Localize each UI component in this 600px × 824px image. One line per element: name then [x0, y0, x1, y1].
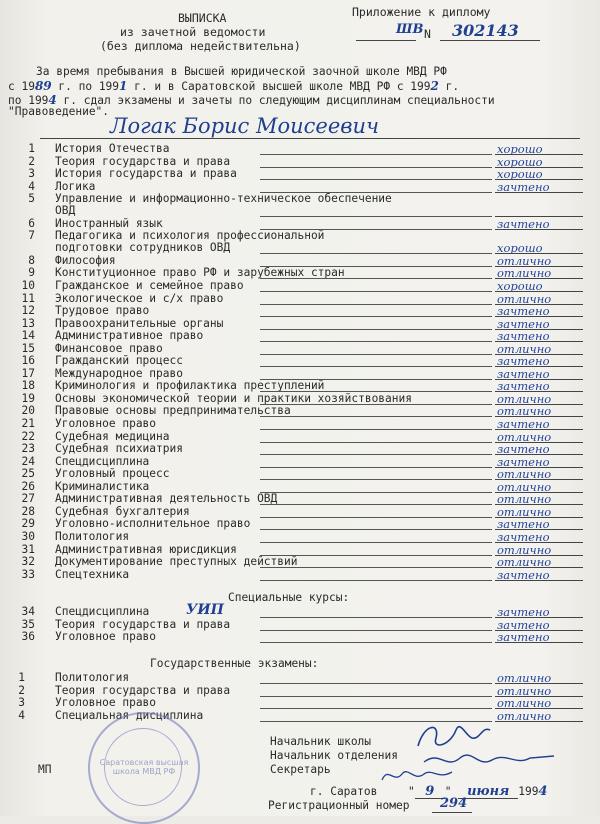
subject-name: Финансовое право: [55, 341, 163, 355]
subject-name: Гражданское и семейное право: [55, 278, 244, 292]
row-number: 3: [28, 167, 35, 181]
subject-name: Административная юрисдикция: [55, 542, 237, 556]
specialty-name: "Правоведение".: [8, 105, 110, 118]
number-sign: N: [424, 27, 431, 41]
subject-name: Основы экономической теории и практики хозяйствования: [55, 391, 412, 405]
subject-name: Международное право: [55, 366, 183, 380]
validity-note: (без диплома недействительна): [100, 39, 301, 53]
intro-line-2-b: г. по 199: [58, 80, 120, 93]
subject-name: Документирование преступных действий: [55, 555, 298, 569]
subject-name: Уголовное право: [55, 630, 157, 643]
subject-name: История государства и права: [55, 167, 237, 181]
date-close-quote: ": [444, 785, 452, 798]
row-number: 26: [21, 479, 35, 493]
row-number: 11: [21, 291, 35, 305]
row-underline: [260, 304, 492, 305]
intro-line-3-b: г. сдал экзамены и зачеты по следующим дисциплинам специальности: [63, 94, 495, 107]
row-underline: [260, 696, 492, 697]
intro-line-2-d: г.: [445, 80, 460, 93]
grade: зачтено: [497, 455, 550, 468]
row-number: 20: [21, 404, 35, 418]
row-number: 2: [28, 154, 35, 168]
date-open-quote: ": [408, 785, 415, 798]
subject-name: Теория государства и права: [55, 683, 231, 697]
subject-name: Спецдисциплина: [55, 605, 150, 618]
year-saratov-start: 2: [430, 79, 439, 93]
row-number: 2: [18, 683, 25, 697]
row-number: 25: [21, 467, 35, 481]
date-month-field: [458, 786, 518, 799]
grade: зачтено: [497, 443, 550, 456]
grade: зачтено: [497, 418, 550, 430]
row-underline: [260, 683, 492, 684]
grade: хорошо: [497, 155, 543, 168]
grade: отлично: [497, 254, 552, 267]
row-number: 7: [28, 229, 35, 243]
grade: хорошо: [497, 242, 543, 255]
date-line: [408, 786, 548, 799]
row-number: 32: [21, 555, 35, 569]
row-number: 1: [28, 142, 35, 155]
subject-name: Философия: [55, 253, 116, 267]
row-underline: [260, 708, 492, 709]
grade: зачтено: [497, 618, 550, 631]
subject-name: Правоохранительные органы: [55, 316, 224, 330]
grade: зачтено: [497, 631, 550, 643]
row-underline: [260, 529, 492, 530]
grade: зачтено: [497, 530, 550, 543]
row-number: 29: [21, 517, 35, 531]
row-number: 35: [21, 617, 35, 631]
grade: отлично: [497, 480, 552, 493]
subject-name: Иностранный язык: [55, 216, 163, 230]
row-number: 34: [21, 605, 35, 618]
diploma-series: ШВ: [396, 22, 424, 37]
diploma-number: 302143: [452, 21, 519, 40]
row-number: 12: [21, 304, 35, 318]
grade: отлично: [497, 405, 552, 418]
row-underline: [260, 429, 492, 430]
row-underline: [260, 416, 492, 417]
row-number: 18: [21, 379, 35, 393]
subject-name: Уголовный процесс: [55, 467, 170, 481]
intro-line-1: За время пребывания в Высшей юридической заочной школе МВД РФ: [36, 65, 447, 78]
row-number: 4: [18, 708, 25, 722]
grade: отлично: [497, 292, 552, 305]
mp-label: МП: [38, 763, 52, 776]
subject-name: Теория государства и права: [55, 617, 231, 631]
subject-name: Криминология и профилактика преступлений: [55, 379, 325, 393]
row-number: 27: [21, 492, 35, 506]
row-number: 10: [21, 278, 35, 292]
grade: зачтено: [497, 367, 550, 380]
appendix-label: Приложение к диплому: [352, 5, 491, 19]
secretary-label: Секретарь: [270, 763, 331, 776]
row-underline: [260, 630, 492, 631]
subject-name: Спецтехника: [55, 567, 130, 581]
subject-specialization: УИП: [186, 602, 224, 618]
grade: отлично: [497, 672, 552, 684]
subject-name: История Отечества: [55, 142, 170, 155]
row-underline: [260, 253, 492, 254]
row-underline: [260, 454, 492, 455]
grade: зачтено: [497, 217, 550, 230]
year-finish: 4: [48, 93, 57, 107]
row-number: 9: [28, 266, 35, 280]
intro-line-2-c: г. и в Саратовской высшей школе МВД РФ с 199: [134, 80, 431, 93]
grade: хорошо: [497, 143, 543, 155]
row-underline: [260, 179, 492, 180]
row-underline: [260, 567, 492, 568]
row-underline: [260, 517, 492, 518]
row-number: 14: [21, 329, 35, 343]
subject-name: Судебная медицина: [55, 429, 170, 443]
subject-name: Управление и информационно-техническое обеспечение: [55, 192, 392, 206]
row-number: 31: [21, 542, 35, 556]
subject-name: Специальная дисциплина: [55, 708, 204, 722]
grade: отлично: [497, 342, 552, 355]
subject-name: Теория государства и права: [55, 154, 231, 168]
grade: хорошо: [497, 279, 543, 292]
row-underline: [260, 154, 492, 155]
subject-name: Спецдисциплина: [55, 454, 150, 468]
grade: отлично: [497, 430, 552, 443]
row-underline: [260, 329, 492, 330]
row-underline: [260, 366, 492, 367]
subject-name: Гражданский процесс: [55, 354, 183, 368]
row-number: 17: [21, 366, 35, 380]
grade: зачтено: [497, 606, 550, 618]
subject-name: Криминалистика: [55, 479, 150, 493]
row-underline: [260, 580, 492, 581]
subject-name: Судебная бухгалтерия: [55, 504, 190, 518]
row-underline: [260, 504, 492, 505]
grade: зачтено: [497, 305, 550, 318]
date-day: 9: [425, 784, 435, 799]
date-year-digit: 4: [538, 784, 548, 799]
subject-name-continued: ОВД: [55, 204, 76, 218]
row-number: 8: [28, 253, 35, 267]
row-number: 19: [21, 391, 35, 405]
subject-name: Политология: [55, 671, 130, 684]
date-month: июня: [467, 784, 510, 799]
document-title: ВЫПИСКА: [178, 11, 227, 25]
head-school-label: Начальник школы: [270, 735, 372, 748]
subject-name: Уголовное право: [55, 696, 157, 709]
subject-name: Административная деятельность ОВД: [55, 492, 278, 506]
row-underline: [260, 442, 492, 443]
city-label: г. Саратов: [310, 785, 378, 798]
reg-number: 294: [440, 796, 468, 811]
official-stamp: [88, 712, 200, 824]
special-courses-heading: Специальные курсы:: [228, 591, 350, 604]
subject-name: Судебная психиатрия: [55, 442, 183, 456]
subject-name: Уголовное право: [55, 417, 157, 430]
row-underline: [260, 216, 492, 217]
document-subtitle: из зачетной ведомости: [120, 25, 266, 39]
subject-name: Административное право: [55, 329, 204, 343]
subject-name: Политология: [55, 529, 130, 543]
row-underline: [260, 404, 492, 405]
grade: зачтено: [497, 355, 550, 368]
row-underline: [260, 167, 492, 168]
date-year-prefix: 199: [518, 785, 539, 798]
row-number: 6: [28, 216, 35, 230]
grade: зачтено: [497, 180, 550, 193]
row-number: 3: [18, 696, 25, 709]
row-number: 15: [21, 341, 35, 355]
intro-line-2: [8, 80, 459, 93]
row-underline: [260, 278, 492, 279]
year-start: 89: [34, 79, 52, 93]
grade: отлично: [497, 709, 552, 722]
row-number: 36: [21, 630, 35, 643]
grade: зачтено: [497, 518, 550, 531]
row-underline: [260, 467, 492, 468]
state-exams-heading: Государственные экзамены:: [150, 657, 319, 670]
stamp-text: Саратовская высшая школа МВД РФ: [99, 758, 189, 776]
grade: зачтено: [497, 568, 550, 581]
subject-name: Уголовно-исполнительное право: [55, 517, 251, 531]
row-number: 28: [21, 504, 35, 518]
row-underline: [260, 316, 492, 317]
subject-name: Правовые основы предпринимательства: [55, 404, 291, 418]
grade: отлично: [497, 684, 552, 697]
row-number: 33: [21, 567, 35, 581]
row-underline: [260, 291, 492, 292]
row-underline: [260, 479, 492, 480]
subject-name-continued: подготовки сотрудников ОВД: [55, 241, 231, 255]
row-underline: [260, 354, 492, 355]
row-number: 23: [21, 442, 35, 456]
intro-line-2-a: с 19: [8, 80, 35, 93]
grade: зачтено: [497, 330, 550, 343]
row-number: 22: [21, 429, 35, 443]
row-number: 4: [28, 179, 35, 193]
grade: отлично: [497, 697, 552, 709]
head-dept-label: Начальник отделения: [270, 749, 398, 762]
row-number: 16: [21, 354, 35, 368]
subject-name: Экологическое и с/х право: [55, 291, 224, 305]
grade: отлично: [497, 392, 552, 405]
row-number: 24: [21, 454, 35, 468]
grade: отлично: [497, 556, 552, 569]
row-underline: [260, 542, 492, 543]
student-name: Логак Борис Моисеевич: [110, 114, 380, 138]
grade: отлично: [497, 267, 552, 280]
grade: зачтено: [497, 317, 550, 330]
year-end: 1: [119, 79, 128, 93]
intro-line-3-a: по 199: [8, 94, 49, 107]
row-underline: [260, 642, 492, 643]
row-underline: [260, 492, 492, 493]
grade: хорошо: [497, 168, 543, 181]
row-underline: [260, 341, 492, 342]
row-number: 5: [28, 192, 35, 206]
grade: отлично: [497, 468, 552, 481]
subject-name: Трудовое право: [55, 304, 150, 318]
row-number: 21: [21, 417, 35, 430]
grade: зачтено: [497, 380, 550, 393]
subject-name: Логика: [55, 179, 96, 193]
grade: отлично: [497, 493, 552, 506]
reg-number-label: Регистрационный номер: [268, 799, 410, 812]
row-number: 13: [21, 316, 35, 330]
grade: отлично: [497, 543, 552, 556]
row-underline: [260, 617, 492, 618]
grade: отлично: [497, 505, 552, 518]
row-number: 30: [21, 529, 35, 543]
subject-name: Педагогика и психология профессиональной: [55, 229, 325, 243]
student-name-line: [40, 138, 580, 139]
subject-name: Конституционное право РФ и зарубежных стран: [55, 266, 345, 280]
row-number: 1: [18, 671, 25, 684]
